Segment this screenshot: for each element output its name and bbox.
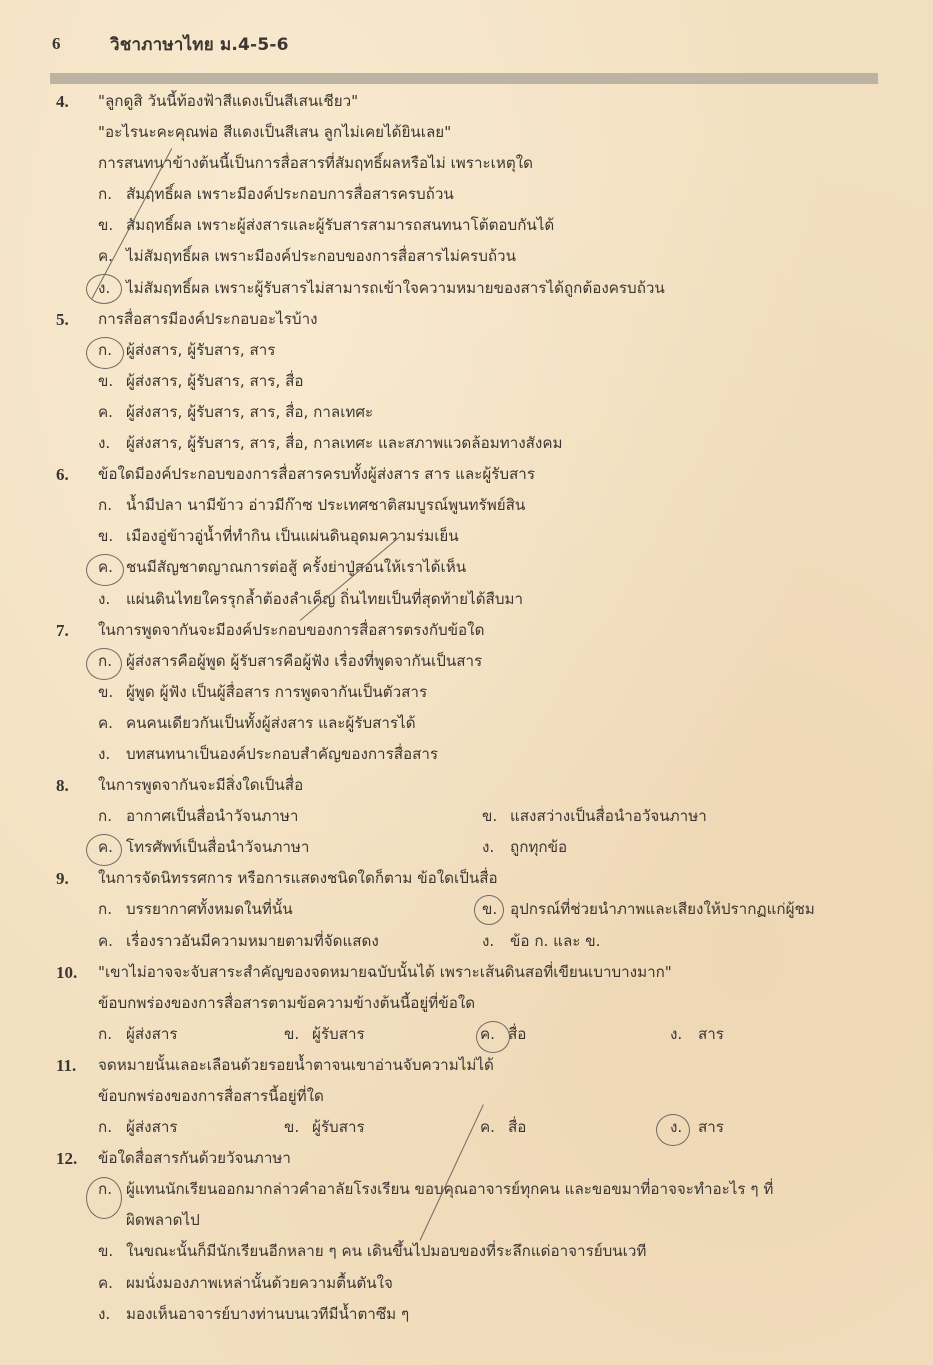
option-label: ง. <box>98 589 111 608</box>
option-text: มองเห็นอาจารย์บางท่านบนเวทีมีน้ำตาซึม ๆ <box>126 1304 410 1323</box>
question-stem: การสื่อสารมีองค์ประกอบอะไรบ้าง <box>98 309 318 328</box>
option-text: แผ่นดินไทยใครรุกล้ำต้องลำเค็ญ ถิ่นไทยเป็นที่สุดท้ายได้สืบมา <box>126 589 524 608</box>
option-text: ไม่สัมฤทธิ์ผล เพราะผู้รับสารไม่สามารถเข้าใจความหมายของสารได้ถูกต้องครบถ้วน <box>126 278 665 297</box>
pencil-circle-mark <box>86 554 124 586</box>
option-text: สัมฤทธิ์ผล เพราะมีองค์ประกอบการสื่อสารครบถ้วน <box>126 185 454 204</box>
option-a[interactable] <box>98 801 482 832</box>
question-6 <box>56 459 906 614</box>
page-title: วิชาภาษาไทย ม.4-5-6 <box>110 34 289 55</box>
question-5 <box>56 304 906 459</box>
option-text: คนคนเดียวกันเป็นทั้งผู้ส่งสาร และผู้รับสารได้ <box>126 713 416 732</box>
option-text: ไม่สัมฤทธิ์ผล เพราะมีองค์ประกอบของการสื่อสารไม่ครบถ้วน <box>126 247 516 266</box>
option-label: ข. <box>284 1118 300 1137</box>
option-c[interactable] <box>98 832 482 863</box>
option-b[interactable] <box>98 210 906 241</box>
question-4 <box>56 86 906 304</box>
question-stem: "อะไรนะคะคุณพ่อ สีแดงเป็นสีเสน ลูกไม่เคยได้ยินเลย" <box>98 123 452 142</box>
option-label: ข. <box>98 1242 114 1261</box>
option-text: ผู้พูด ผู้ฟัง เป็นผู้สื่อสาร การพูดจากันเป็นตัวสาร <box>126 682 428 701</box>
option-label: ค. <box>98 1273 113 1292</box>
option-c[interactable] <box>98 241 906 272</box>
question-stem: ข้อบกพร่องของการสื่อสารตามข้อความข้างต้นนี้อยู่ที่ข้อใด <box>98 993 476 1012</box>
option-d[interactable] <box>98 428 906 459</box>
option-text: ผู้ส่งสาร, ผู้รับสาร, สาร <box>126 340 276 359</box>
option-c[interactable] <box>98 397 906 428</box>
option-label: ก. <box>98 807 113 826</box>
question-stem: "เขาไม่อาจจะจับสาระสำคัญของจดหมายฉบับนั้นได้ เพราะเส้นดินสอที่เขียนเบาบางมาก" <box>98 962 672 981</box>
option-label: ข. <box>98 682 114 701</box>
option-label: ง. <box>98 744 111 763</box>
question-number: 5. <box>56 309 69 329</box>
option-label: ง. <box>482 838 495 857</box>
option-text: บรรยากาศทั้งหมดในที่นั้น <box>126 900 293 919</box>
option-text: ผู้ส่งสาร, ผู้รับสาร, สาร, สื่อ <box>126 371 304 390</box>
option-text: ชนมีสัญชาตญาณการต่อสู้ ครั้งย่าปู่สอนให้เราได้เห็น <box>126 558 467 577</box>
option-b[interactable] <box>98 366 906 397</box>
option-text: ในขณะนั้นก็มีนักเรียนอีกหลาย ๆ คน เดินขึ้นไปมอบของที่ระลึกแด่อาจารย์บนเวที <box>126 1242 647 1261</box>
option-c[interactable] <box>480 1112 670 1143</box>
option-label: ค. <box>98 558 113 577</box>
option-c[interactable] <box>98 1268 906 1299</box>
pencil-circle-mark <box>86 337 124 369</box>
option-label: ข. <box>98 371 114 390</box>
option-text: ถูกทุกข้อ <box>510 838 568 857</box>
option-text: สื่อ <box>508 1118 527 1137</box>
option-text: เรื่องราวอันมีความหมายตามที่จัดแสดง <box>126 931 379 950</box>
option-d[interactable] <box>482 926 600 957</box>
pencil-circle-mark <box>86 274 122 304</box>
pencil-circle-mark <box>656 1114 690 1146</box>
option-d[interactable] <box>98 273 906 304</box>
option-label: ง. <box>98 434 111 453</box>
question-number: 11. <box>56 1055 77 1075</box>
question-stem: "ลูกดูสิ วันนี้ท้องฟ้าสีแดงเป็นสีเสนเชียว" <box>98 92 359 110</box>
option-d[interactable] <box>98 1299 906 1330</box>
option-label: ข. <box>98 527 114 546</box>
option-label: ข. <box>482 807 498 826</box>
option-text: ผู้รับสาร <box>312 1024 365 1043</box>
question-stem: ในการพูดจากันจะมีองค์ประกอบของการสื่อสารตรงกับข้อใด <box>98 620 485 639</box>
question-number: 6. <box>56 465 69 485</box>
option-label: ก. <box>98 185 113 204</box>
option-a[interactable] <box>98 894 482 925</box>
question-stem: จดหมายนั้นเลอะเลือนด้วยรอยน้ำตาจนเขาอ่านจับความไม่ได้ <box>98 1055 494 1074</box>
option-text: โทรศัพท์เป็นสื่อนำวัจนภาษา <box>126 838 310 857</box>
option-text: ผิดพลาดไป <box>126 1211 200 1230</box>
option-text: สื่อ <box>508 1024 527 1043</box>
option-text: อากาศเป็นสื่อนำวัจนภาษา <box>126 807 299 826</box>
question-8 <box>56 770 906 863</box>
option-b[interactable] <box>482 801 707 832</box>
question-stem: การสนทนาข้างต้นนี้เป็นการสื่อสารที่สัมฤทธิ์ผลหรือไม่ เพราะเหตุใด <box>98 154 533 173</box>
question-stem: ข้อบกพร่องของการสื่อสารนี้อยู่ที่ใด <box>98 1087 324 1105</box>
question-number: 7. <box>56 620 69 640</box>
option-d[interactable] <box>98 584 906 615</box>
question-12 <box>56 1143 906 1330</box>
question-number: 10. <box>56 962 78 982</box>
option-d[interactable] <box>670 1019 724 1050</box>
option-label: ก. <box>98 496 113 515</box>
option-a-continuation <box>126 1205 906 1236</box>
pencil-circle-mark <box>86 834 122 866</box>
pencil-circle-mark <box>86 1177 122 1219</box>
option-label: ค. <box>480 1118 495 1137</box>
option-label: ก. <box>98 900 113 919</box>
option-a[interactable] <box>98 179 906 210</box>
option-label: ก. <box>98 1180 113 1199</box>
question-number: 12. <box>56 1149 78 1169</box>
option-b[interactable] <box>98 1236 906 1267</box>
page-number: 6 <box>52 34 61 53</box>
option-c[interactable] <box>98 708 906 739</box>
option-b[interactable] <box>284 1019 480 1050</box>
option-label: ค. <box>480 1024 495 1043</box>
option-d[interactable] <box>98 739 906 770</box>
question-stem: ข้อใดสื่อสารกันด้วยวัจนภาษา <box>98 1149 291 1168</box>
option-label: ค. <box>98 713 113 732</box>
header-divider <box>50 73 878 84</box>
option-b[interactable] <box>284 1112 480 1143</box>
option-text: สัมฤทธิ์ผล เพราะผู้ส่งสารและผู้รับสารสามารถสนทนาโต้ตอบกันได้ <box>126 216 555 235</box>
option-b[interactable] <box>482 894 815 925</box>
pencil-circle-mark <box>86 648 122 680</box>
option-a[interactable] <box>98 490 906 521</box>
option-a[interactable] <box>98 1112 284 1143</box>
option-label: ค. <box>98 838 113 857</box>
question-list <box>56 86 906 1330</box>
option-text: ผู้ส่งสาร, ผู้รับสาร, สาร, สื่อ, กาลเทศะ <box>126 402 374 421</box>
option-c[interactable] <box>98 926 482 957</box>
question-stem: ในการพูดจากันจะมีสิ่งใดเป็นสื่อ <box>98 776 304 795</box>
option-label: ข. <box>482 900 498 919</box>
pencil-circle-mark <box>476 1021 510 1053</box>
option-text: ผู้ส่งสารคือผู้พูด ผู้รับสารคือผู้ฟัง เรื่องที่พูดจากันเป็นสาร <box>126 651 483 670</box>
option-b[interactable] <box>98 521 906 552</box>
option-text: น้ำมีปลา นามีข้าว อ่าวมีก๊าซ ประเทศชาติสมบูรณ์พูนทรัพย์สิน <box>126 496 526 515</box>
question-number: 8. <box>56 776 69 796</box>
question-number: 4. <box>56 92 69 111</box>
option-b[interactable] <box>98 677 906 708</box>
option-text: ผมนั่งมองภาพเหล่านั้นด้วยความตื้นตันใจ <box>126 1273 393 1292</box>
option-text: ผู้ส่งสาร, ผู้รับสาร, สาร, สื่อ, กาลเทศะ และสภาพแวดล้อมทางสังคม <box>126 434 563 453</box>
question-stem: ข้อใดมีองค์ประกอบของการสื่อสารครบทั้งผู้ส่งสาร สาร และผู้รับสาร <box>98 465 535 484</box>
option-label: ค. <box>98 931 113 950</box>
option-text: ผู้แทนนักเรียนออกมากล่าวคำอาลัยโรงเรียน ขอบคุณอาจารย์ทุกคน และขอขมาที่อาจจะทำอะไร ๆ ที่ <box>126 1180 774 1199</box>
option-text: ผู้ส่งสาร <box>126 1024 178 1043</box>
option-label: ก. <box>98 340 113 359</box>
option-label: ก. <box>98 1118 113 1137</box>
option-label: ก. <box>98 651 113 670</box>
option-label: ค. <box>98 402 113 421</box>
option-text: สาร <box>698 1024 724 1043</box>
option-text: อุปกรณ์ที่ช่วยนำภาพและเสียงให้ปรากฏแก่ผู้ชม <box>510 900 815 919</box>
option-label: ง. <box>482 931 495 950</box>
option-a[interactable] <box>98 1019 284 1050</box>
option-label: ข. <box>98 216 114 235</box>
option-a[interactable] <box>98 335 906 366</box>
option-a[interactable] <box>98 646 906 677</box>
question-number: 9. <box>56 869 69 889</box>
question-10 <box>56 957 906 1050</box>
option-label: ง. <box>98 1304 111 1323</box>
option-text: บทสนทนาเป็นองค์ประกอบสำคัญของการสื่อสาร <box>126 744 439 763</box>
option-a[interactable] <box>98 1174 906 1205</box>
question-7 <box>56 615 906 770</box>
option-label: ง. <box>670 1024 683 1043</box>
option-text: ผู้รับสาร <box>312 1118 365 1137</box>
page-header <box>52 30 289 58</box>
option-label: ง. <box>98 278 111 297</box>
option-text: แสงสว่างเป็นสื่อนำอวัจนภาษา <box>510 807 707 826</box>
option-label: ค. <box>98 247 113 266</box>
option-d[interactable] <box>482 832 567 863</box>
option-label: ก. <box>98 1024 113 1043</box>
option-label: ง. <box>670 1118 683 1137</box>
question-stem: ในการจัดนิทรรศการ หรือการแสดงชนิดใดก็ตาม ข้อใดเป็นสื่อ <box>98 869 498 888</box>
option-text: สาร <box>698 1118 724 1137</box>
question-9 <box>56 863 906 956</box>
option-text: เมืองอู่ข้าวอู่น้ำที่ทำกิน เป็นแผ่นดินอุดมความร่มเย็น <box>126 527 459 546</box>
option-text: ผู้ส่งสาร <box>126 1118 178 1137</box>
option-c[interactable] <box>98 552 906 583</box>
option-label: ข. <box>284 1024 300 1043</box>
option-text: ข้อ ก. และ ข. <box>510 931 601 950</box>
question-11 <box>56 1050 906 1143</box>
